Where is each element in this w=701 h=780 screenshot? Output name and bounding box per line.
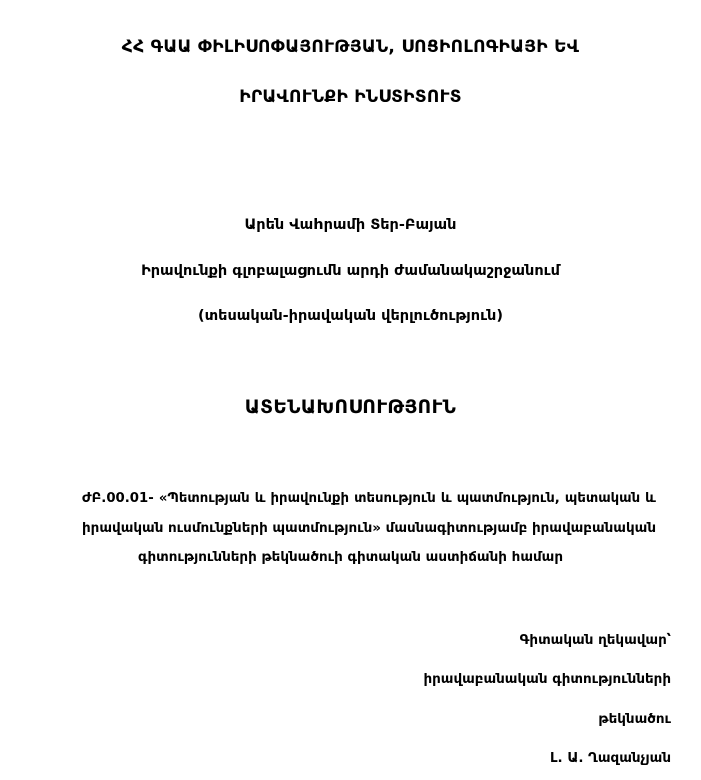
specialty-line-3: գիտությունների թեկնածուի գիտական աստիճանի համար <box>137 549 564 565</box>
thesis-subtitle: (տեսական-իրավական վերլուծություն) <box>198 308 503 324</box>
specialty-line-1-text: ԺԲ.00.01- «Պետության և իրավունքի տեսություն և պատմություն, պետական և <box>82 491 656 506</box>
specialty-line-1 <box>82 491 656 506</box>
advisor-name: Լ. Ա. Ղազանչյան <box>550 750 671 766</box>
specialty-line-2-text: իրավական ուսմունքների պատմություն» մասնագիտությամբ իրավաբանական <box>82 520 656 536</box>
advisor-degree: իրավաբանական գիտությունների <box>423 671 671 687</box>
advisor-label: Գիտական ղեկավար՝ <box>519 632 671 648</box>
institute-name-line-1: ՀՀ ԳԱԱ ՓԻԼԻՍՈՓԱՅՈՒԹՅԱՆ, ՍՈՑԻՈԼՈԳԻԱՅԻ ԵՎ <box>121 37 580 57</box>
specialty-line-2 <box>82 520 656 536</box>
advisor-rank: թեկնածու <box>598 711 671 727</box>
thesis-title: Իրավունքի գլոբալացումն արդի ժամանակաշրջանում <box>141 263 560 279</box>
institute-name-line-2: ԻՐԱՎՈՒՆՔԻ ԻՆՍՏԻՏՈՒՏ <box>239 87 462 107</box>
abstract-heading: ԱՏԵՆԱԽՈՍՈՒԹՅՈՒՆ <box>244 397 457 418</box>
author-name: Արեն Վաhրամի Տեր-Բայան <box>244 217 457 233</box>
